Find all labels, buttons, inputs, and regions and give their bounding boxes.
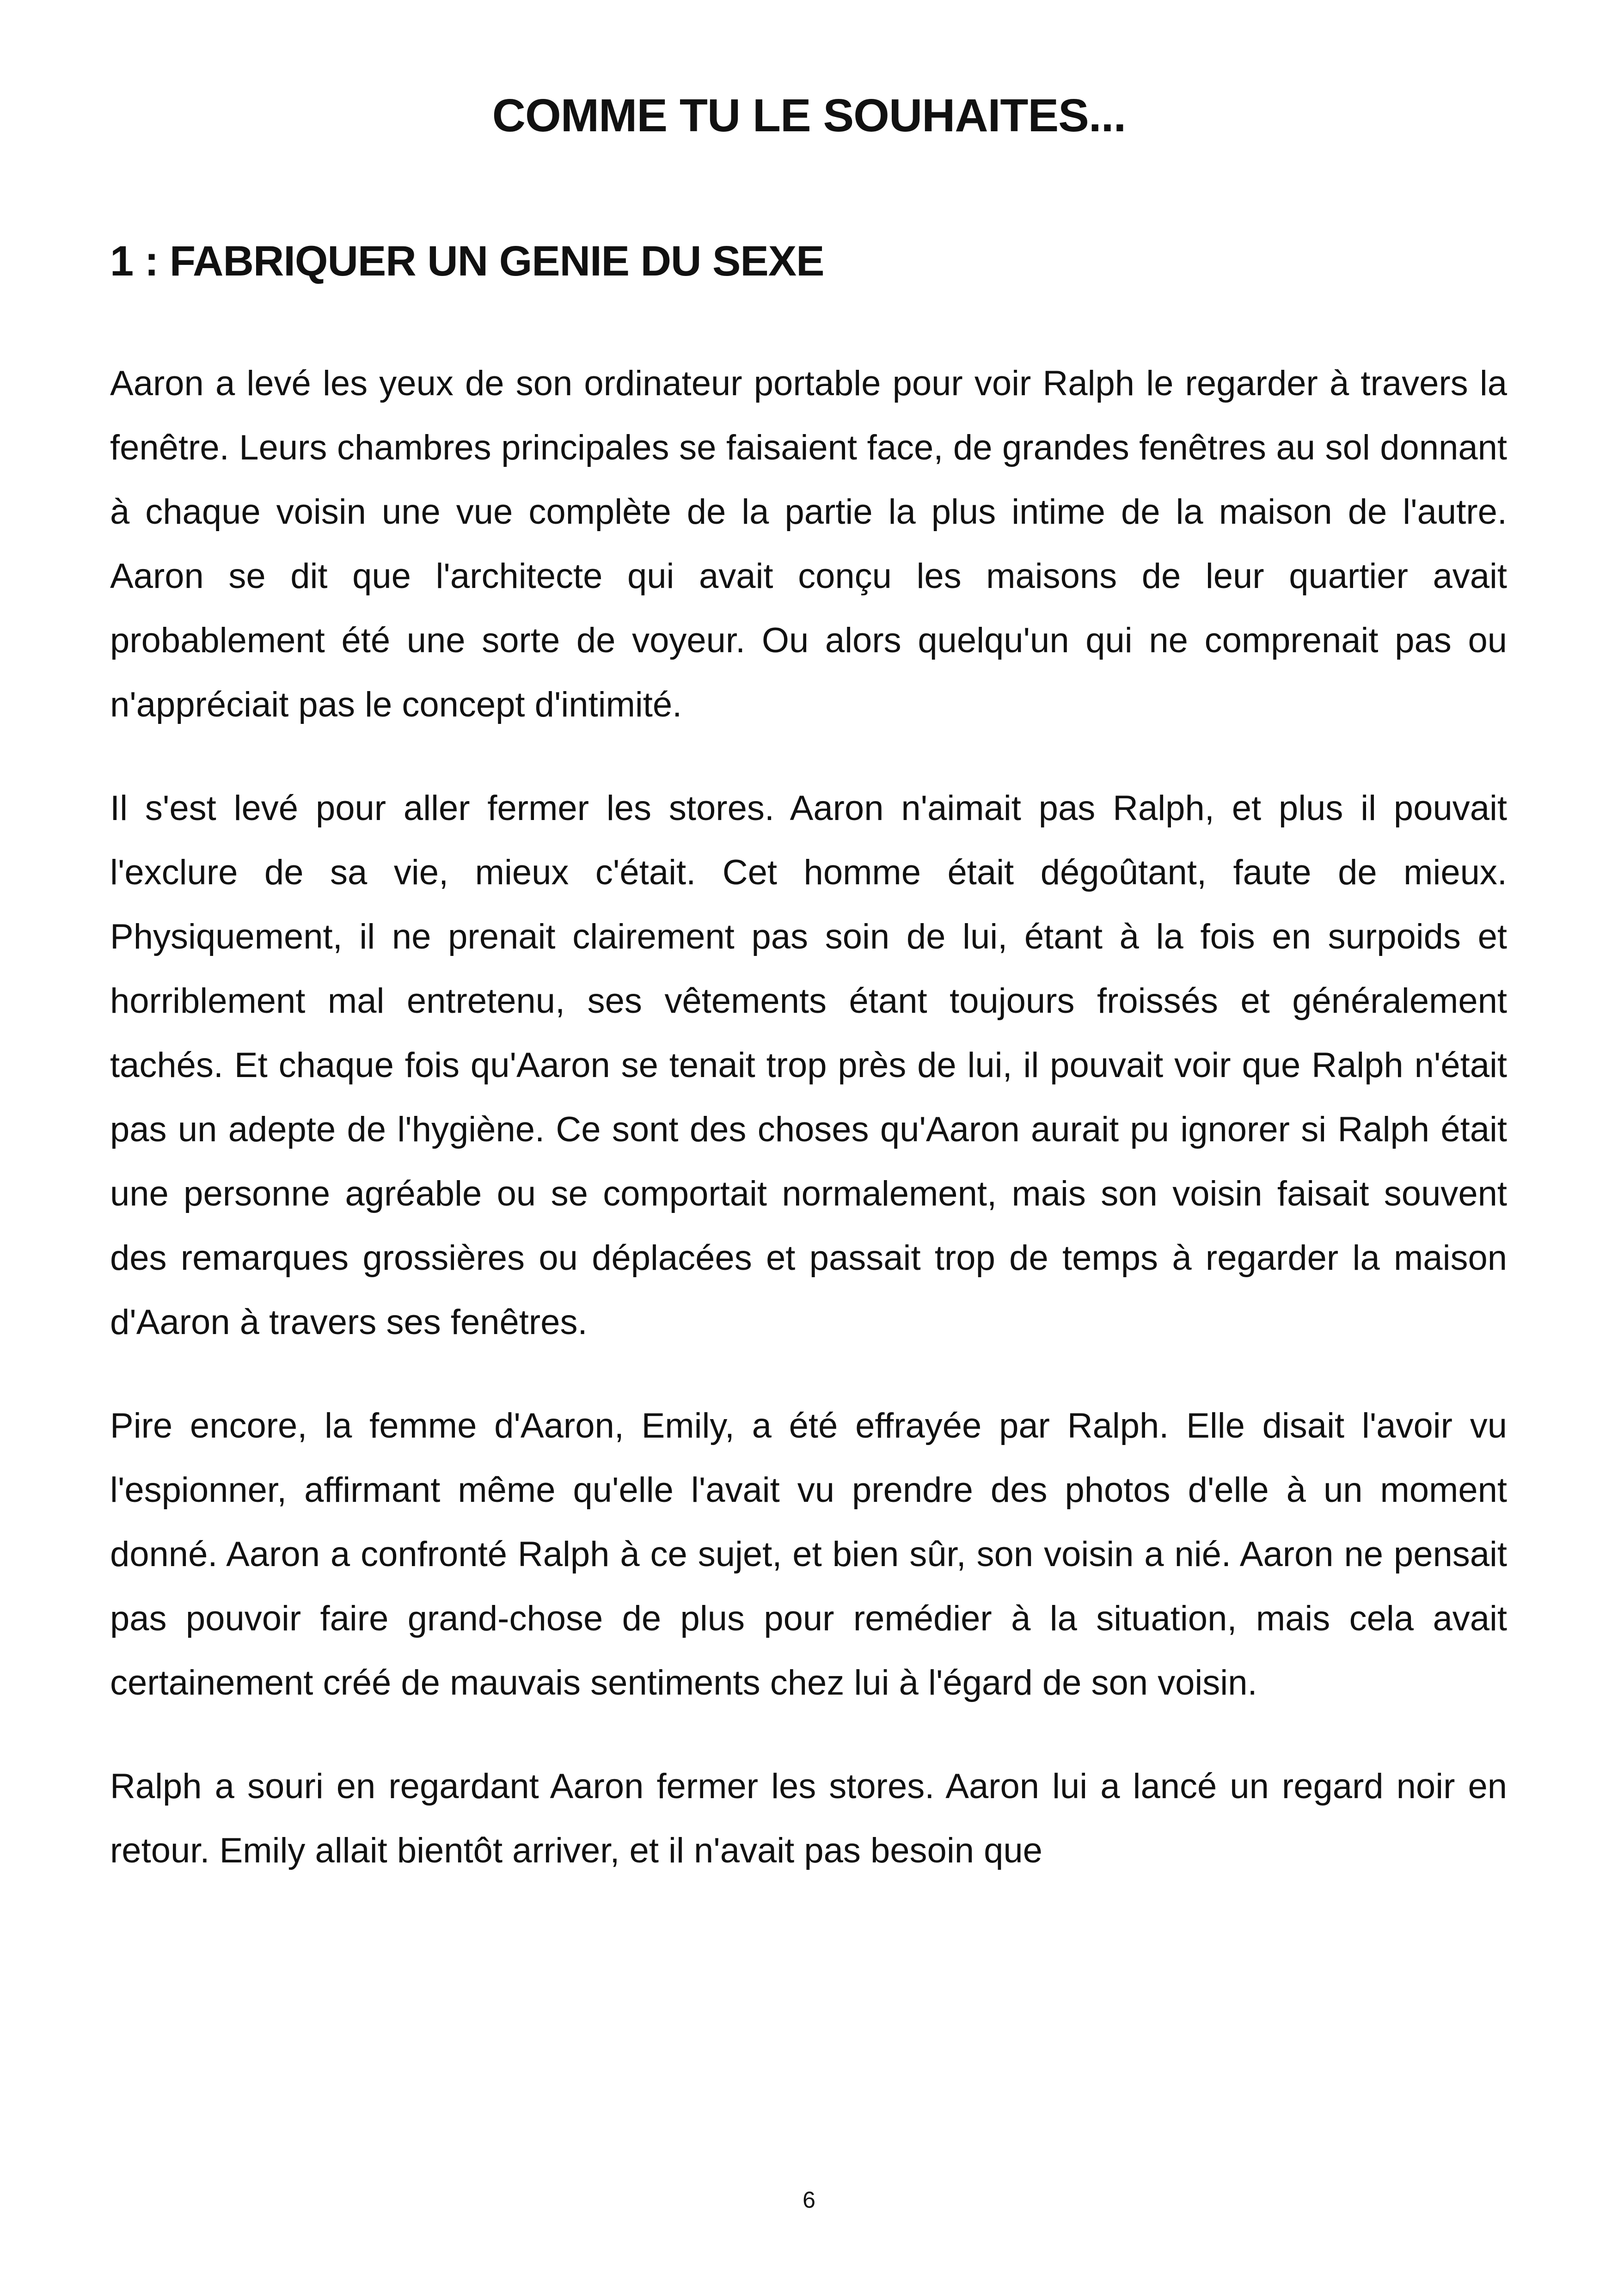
page-number: 6	[803, 2187, 815, 2213]
paragraph: Pire encore, la femme d'Aaron, Emily, a été effrayée par Ralph. Elle disait l'avoir vu l'espionner, affirmant même qu'elle l'avait vu prendre des photos d'elle à un moment donné. Aaron a confronté Ralph à ce sujet, et bien sûr, son voisin a nié. Aaron ne pensait pas pouvoir faire grand-chose de plus pour remédier à la situation, mais cela avait certainement créé de mauvais sentiments chez lui à l'égard de son voisin.	[110, 1406, 1507, 1702]
book-title: COMME TU LE SOUHAITES...	[492, 90, 1126, 141]
paragraph: Aaron a levé les yeux de son ordinateur portable pour voir Ralph le regarder à travers la fenêtre. Leurs chambres principales se faisaient face, de grandes fenêtres au sol donnant à chaque voisin une vue complète de la partie la plus intime de la maison de l'autre. Aaron se dit que l'architecte qui avait conçu les maisons de leur quartier avait probablement été une sorte de voyeur. Ou alors quelqu'un qui ne comprenait pas ou n'appréciait pas le concept d'intimité.	[110, 364, 1507, 724]
chapter-title: 1 : FABRIQUER UN GENIE DU SEXE	[110, 238, 824, 285]
paragraph: Il s'est levé pour aller fermer les stores. Aaron n'aimait pas Ralph, et plus il pouvait l'exclure de sa vie, mieux c'était. Cet homme était dégoûtant, faute de mieux. Physiquement, il ne prenait clairement pas soin de lui, étant à la fois en surpoids et horriblement mal entretenu, ses vêtements étant toujours froissés et généralement tachés. Et chaque fois qu'Aaron se tenait trop près de lui, il pouvait voir que Ralph n'était pas un adepte de l'hygiène. Ce sont des choses qu'Aaron aurait pu ignorer si Ralph était une personne agréable ou se comportait normalement, mais son voisin faisait souvent des remarques grossières ou déplacées et passait trop de temps à regarder la maison d'Aaron à travers ses fenêtres.	[110, 789, 1507, 1342]
paragraph: Ralph a souri en regardant Aaron fermer les stores. Aaron lui a lancé un regard noir en retour. Emily allait bientôt arriver, et il n'avait pas besoin que	[110, 1767, 1507, 1870]
body-text	[110, 351, 1507, 1922]
